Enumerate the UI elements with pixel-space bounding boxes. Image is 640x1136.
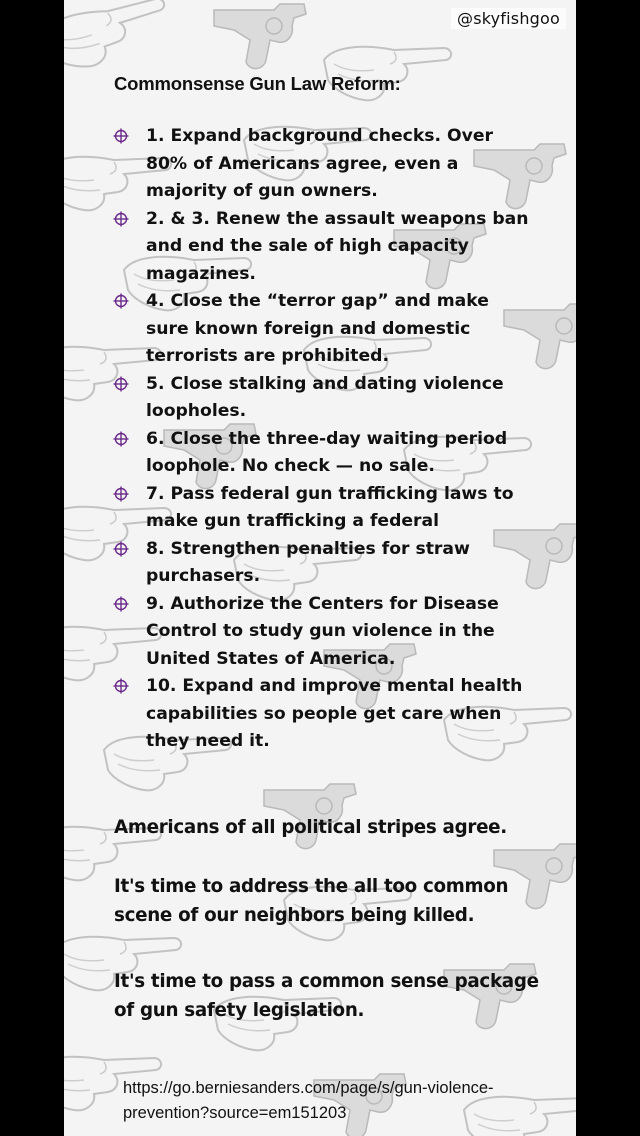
list-item (110, 536, 534, 591)
crosshair-icon (113, 376, 129, 392)
list-item-text: 4. Close the “terror gap” and make sure known foreign and domestic terrorists are prohibited. (146, 291, 489, 366)
crosshair-icon (113, 431, 129, 447)
crosshair-icon (113, 486, 129, 502)
crosshair-icon (113, 596, 129, 612)
closing-line-3: It's time to pass a common sense package of gun safety legislation. (114, 971, 539, 1021)
list-item-text: 9. Authorize the Centers for Disease Control to study gun violence in the United States of America. (146, 593, 499, 669)
closing-line-1: Americans of all political stripes agree. (114, 817, 507, 838)
list-item (110, 123, 534, 206)
list-item-text: 1. Expand background checks. Over 80% of Americans agree, even a majority of gun owners. (146, 126, 493, 201)
crosshair-icon (113, 128, 129, 144)
list-item-text: 8. Strengthen penalties for straw purchasers. (146, 538, 470, 586)
crosshair-icon (113, 678, 129, 694)
source-link[interactable]: https://go.berniesanders.com/page/s/gun-violence-prevention?source=em151203 (123, 1079, 494, 1122)
twitter-handle: @skyfishgoo (451, 8, 566, 29)
list-item (110, 481, 534, 536)
crosshair-icon (113, 211, 129, 227)
list-item (110, 673, 534, 756)
crosshair-icon (113, 541, 129, 557)
list-item (110, 426, 534, 481)
list-item (110, 206, 534, 289)
reform-list (110, 123, 534, 756)
list-item-text: 7. Pass federal gun trafficking laws to make gun trafficking a federal (146, 483, 514, 531)
list-item-text: 2. & 3. Renew the assault weapons ban and end the sale of high capacity magazines. (146, 208, 529, 284)
closing-line-2: It's time to address the all too common scene of our neighbors being killed. (114, 876, 509, 926)
list-item-text: 10. Expand and improve mental health capabilities so people get care when they need it. (146, 676, 523, 751)
list-item-text: 5. Close stalking and dating violence loopholes. (146, 373, 504, 421)
page-title: Commonsense Gun Law Reform: (114, 73, 401, 94)
list-item (110, 288, 534, 371)
list-item-text: 6. Close the three-day waiting period loophole. No check — no sale. (146, 428, 508, 476)
poster-panel (64, 0, 576, 1136)
list-item (110, 371, 534, 426)
crosshair-icon (113, 293, 129, 309)
list-item (110, 591, 534, 674)
